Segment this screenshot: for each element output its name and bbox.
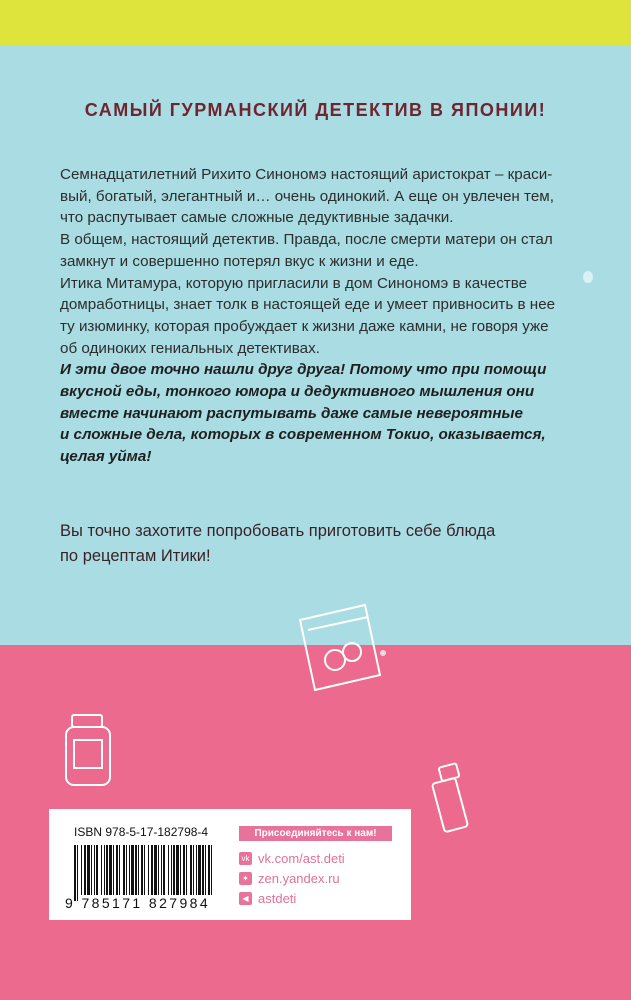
text-line: В общем, настоящий детектив. Правда, после смерти матери он стал <box>60 231 553 249</box>
barcode-bar <box>193 845 194 895</box>
barcode-bar <box>138 845 139 895</box>
barcode-bar <box>161 845 162 895</box>
social-label: vk.com/ast.deti <box>258 851 345 866</box>
barcode-bar <box>205 845 206 895</box>
isbn-text: ISBN 978-5-17-182798-4 <box>74 825 209 839</box>
top-band <box>0 0 631 45</box>
bold-line: И эти двое точно нашли друг друга! Потому что при помощи <box>60 361 547 379</box>
barcode-bar <box>202 845 204 895</box>
barcode <box>74 845 214 901</box>
closing-text <box>60 519 495 569</box>
social-label: astdeti <box>258 891 297 906</box>
barcode-bar <box>190 845 192 895</box>
barcode-bar <box>109 845 112 895</box>
vk-icon: vk <box>239 852 252 865</box>
jar-illustration <box>60 710 120 790</box>
barcode-bar <box>208 845 210 895</box>
isbn-box <box>49 809 411 920</box>
barcode-bar <box>158 845 159 895</box>
barcode-bar <box>131 845 134 895</box>
join-us-label: Присоединяйтесь к нам! <box>239 826 392 841</box>
zen-icon: ✦ <box>239 872 252 885</box>
text-line: об одиноких гениальных детективах. <box>60 339 320 357</box>
barcode-bar <box>74 845 76 901</box>
barcode-bar <box>123 845 125 895</box>
barcode-bar <box>148 845 149 895</box>
text-line: Итика Митамура, которую пригласили в дом Синономэ в качестве <box>60 274 528 292</box>
social-label: zen.yandex.ru <box>258 871 340 886</box>
bold-line: вместе начинают распутывать даже самые невероятные <box>60 404 523 422</box>
barcode-bar <box>135 845 137 895</box>
barcode-bar <box>113 845 114 895</box>
closing-line: Вы точно захотите попробовать приготовить себе блюда <box>60 522 496 540</box>
barcode-bar <box>144 845 145 895</box>
barcode-bar <box>94 845 95 895</box>
barcode-bar <box>141 845 143 895</box>
social-link-vk[interactable] <box>239 851 345 866</box>
text-line: Семнадцатилетний Рихито Синономэ настоящий аристократ – краси- <box>60 166 553 183</box>
social-link-zen[interactable] <box>239 871 340 886</box>
telegram-icon: ◀ <box>239 892 252 905</box>
text-line: что распутывает самые сложные дедуктивные задачки. <box>60 209 454 227</box>
barcode-bar <box>77 845 78 901</box>
barcode-bar <box>196 845 197 895</box>
barcode-bar <box>81 845 82 895</box>
barcode-bar <box>173 845 175 895</box>
barcode-bar <box>183 845 185 895</box>
bottle-illustration <box>430 760 480 840</box>
text-line: замкнут и совершенно потерял вкус к жизни и еде. <box>60 252 419 270</box>
social-link-telegram[interactable] <box>239 891 296 906</box>
barcode-bar <box>126 845 127 895</box>
barcode-bar <box>211 845 212 895</box>
barcode-bar <box>119 845 120 895</box>
barcode-bar <box>87 845 90 895</box>
bold-line: и сложные дела, которых в современном Токио, оказывается, <box>60 426 546 444</box>
barcode-bar <box>163 845 165 895</box>
closing-line: по рецептам Итики! <box>60 547 211 565</box>
barcode-bar <box>176 845 179 895</box>
barcode-bar <box>180 845 181 895</box>
barcode-bar <box>84 845 86 895</box>
barcode-bar <box>151 845 153 895</box>
bold-line: целая уйма! <box>60 448 152 466</box>
barcode-bar <box>154 845 157 895</box>
text-line: ту изюминку, которая пробуждает к жизни даже камни, не говоря уже <box>60 317 549 335</box>
text-line: вый, богатый, элегантный и… очень одинокий. А еще он увлечен тем, <box>60 187 554 205</box>
headline: САМЫЙ ГУРМАНСКИЙ ДЕТЕКТИВ В ЯПОНИИ! <box>84 100 547 120</box>
text-line: домработницы, знает толк в настоящей еде и умеет привносить в нее <box>60 296 556 314</box>
snack-bag-illustration <box>280 590 390 700</box>
barcode-bar <box>106 845 108 895</box>
barcode-bar <box>171 845 172 895</box>
barcode-bar <box>186 845 187 895</box>
barcode-bar <box>198 845 201 895</box>
barcode-bar <box>116 845 118 895</box>
bold-line: вкусной еды, тонкого юмора и дедуктивного мышления они <box>60 383 535 401</box>
barcode-bar <box>101 845 102 895</box>
barcode-digits: 9 785171 827984 <box>65 895 210 911</box>
barcode-bar <box>96 845 98 895</box>
barcode-bar <box>91 845 92 895</box>
barcode-bar <box>129 845 130 895</box>
description <box>60 164 600 468</box>
barcode-bar <box>168 845 169 895</box>
barcode-bar <box>104 845 105 895</box>
